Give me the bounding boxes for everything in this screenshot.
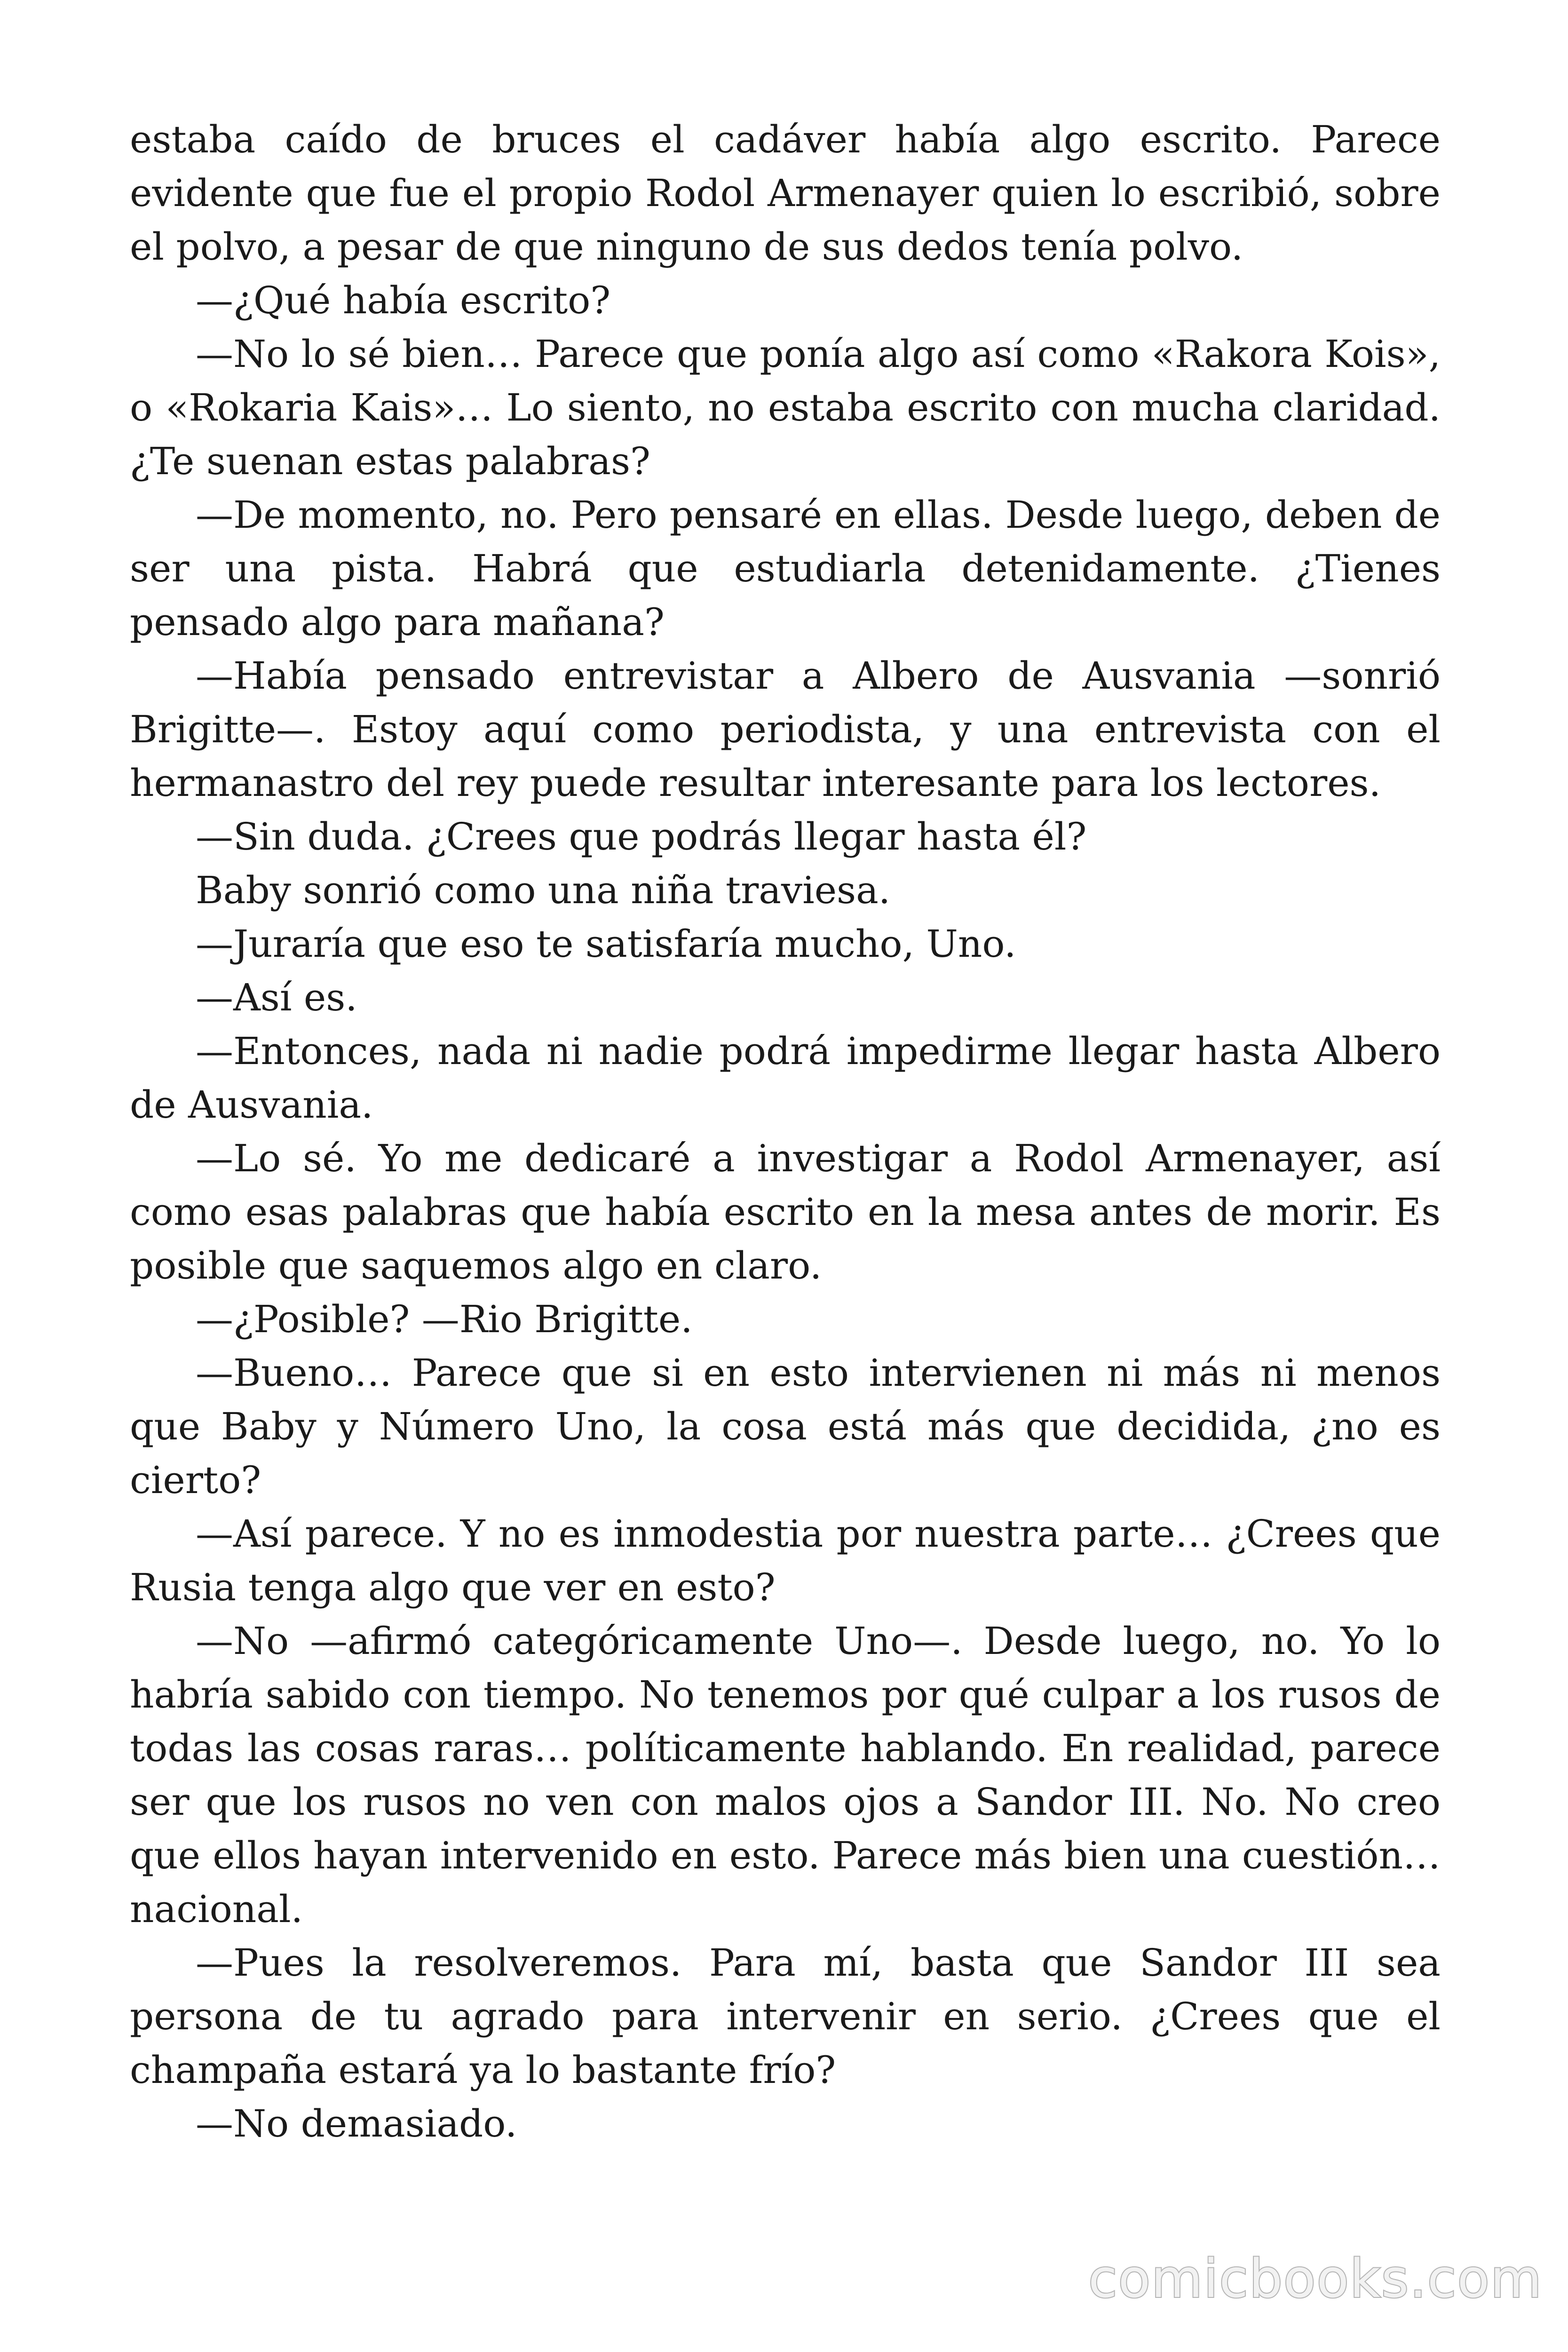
- paragraph: —Lo sé. Yo me dedicaré a investigar a Rodol Armenayer, así como esas palabras que había escrito en la mesa antes de morir. Es posible que saquemos algo en claro.: [130, 1136, 1441, 1287]
- paragraph: —¿Posible? —Rio Brigitte.: [196, 1297, 693, 1341]
- paragraph: Baby sonrió como una niña traviesa.: [196, 868, 891, 912]
- paragraph: —Sin duda. ¿Crees que podrás llegar hasta él?: [196, 815, 1087, 858]
- paragraph: —¿Qué había escrito?: [196, 278, 611, 322]
- body-text: [130, 113, 1441, 2151]
- paragraph: —De momento, no. Pero pensaré en ellas. Desde luego, deben de ser una pista. Habrá que estudiarla detenidamente. ¿Tienes pensado algo para mañana?: [130, 493, 1441, 644]
- paragraph: —No lo sé bien… Parece que ponía algo así como «Rakora Kois», o «Rokaria Kais»… Lo siento, no estaba escrito con mucha claridad. ¿Te suenan estas palabras?: [130, 332, 1441, 483]
- paragraph: —Había pensado entrevistar a Albero de Ausvania —sonrió Brigitte—. Estoy aquí como periodista, y una entrevista con el hermanastro del rey puede resultar interesante para los lectores.: [130, 654, 1441, 805]
- paragraph: —Pues la resolveremos. Para mí, basta que Sandor III sea persona de tu agrado para intervenir en serio. ¿Crees que el champaña estará ya lo bastante frío?: [130, 1941, 1441, 2092]
- paragraph: —No —afirmó categóricamente Uno—. Desde luego, no. Yo lo habría sabido con tiempo. No tenemos por qué culpar a los rusos de todas las cosas raras… políticamente hablando. En realidad, parece ser que los rusos no ven con malos ojos a Sandor III. No. No creo que ellos hayan intervenido en esto. Parece más bien una cuestión… nacional.: [130, 1619, 1441, 1931]
- paragraph: —Así es.: [196, 976, 357, 1019]
- paragraph: —No demasiado.: [196, 2102, 517, 2145]
- paragraph: —Así parece. Y no es inmodestia por nuestra parte… ¿Crees que Rusia tenga algo que ver en esto?: [130, 1512, 1441, 1609]
- watermark-text: comicbooks.com: [1088, 2249, 1543, 2310]
- book-page: [130, 0, 1441, 2352]
- paragraph: —Juraría que eso te satisfaría mucho, Uno.: [196, 922, 1016, 966]
- paragraph: —Bueno… Parece que si en esto intervienen ni más ni menos que Baby y Número Uno, la cosa está más que decidida, ¿no es cierto?: [130, 1351, 1441, 1502]
- paragraph: estaba caído de bruces el cadáver había algo escrito. Parece evidente que fue el propio Rodol Armenayer quien lo escribió, sobre el polvo, a pesar de que ninguno de sus dedos tenía polvo.: [130, 118, 1441, 269]
- paragraph: —Entonces, nada ni nadie podrá impedirme llegar hasta Albero de Ausvania.: [130, 1029, 1441, 1127]
